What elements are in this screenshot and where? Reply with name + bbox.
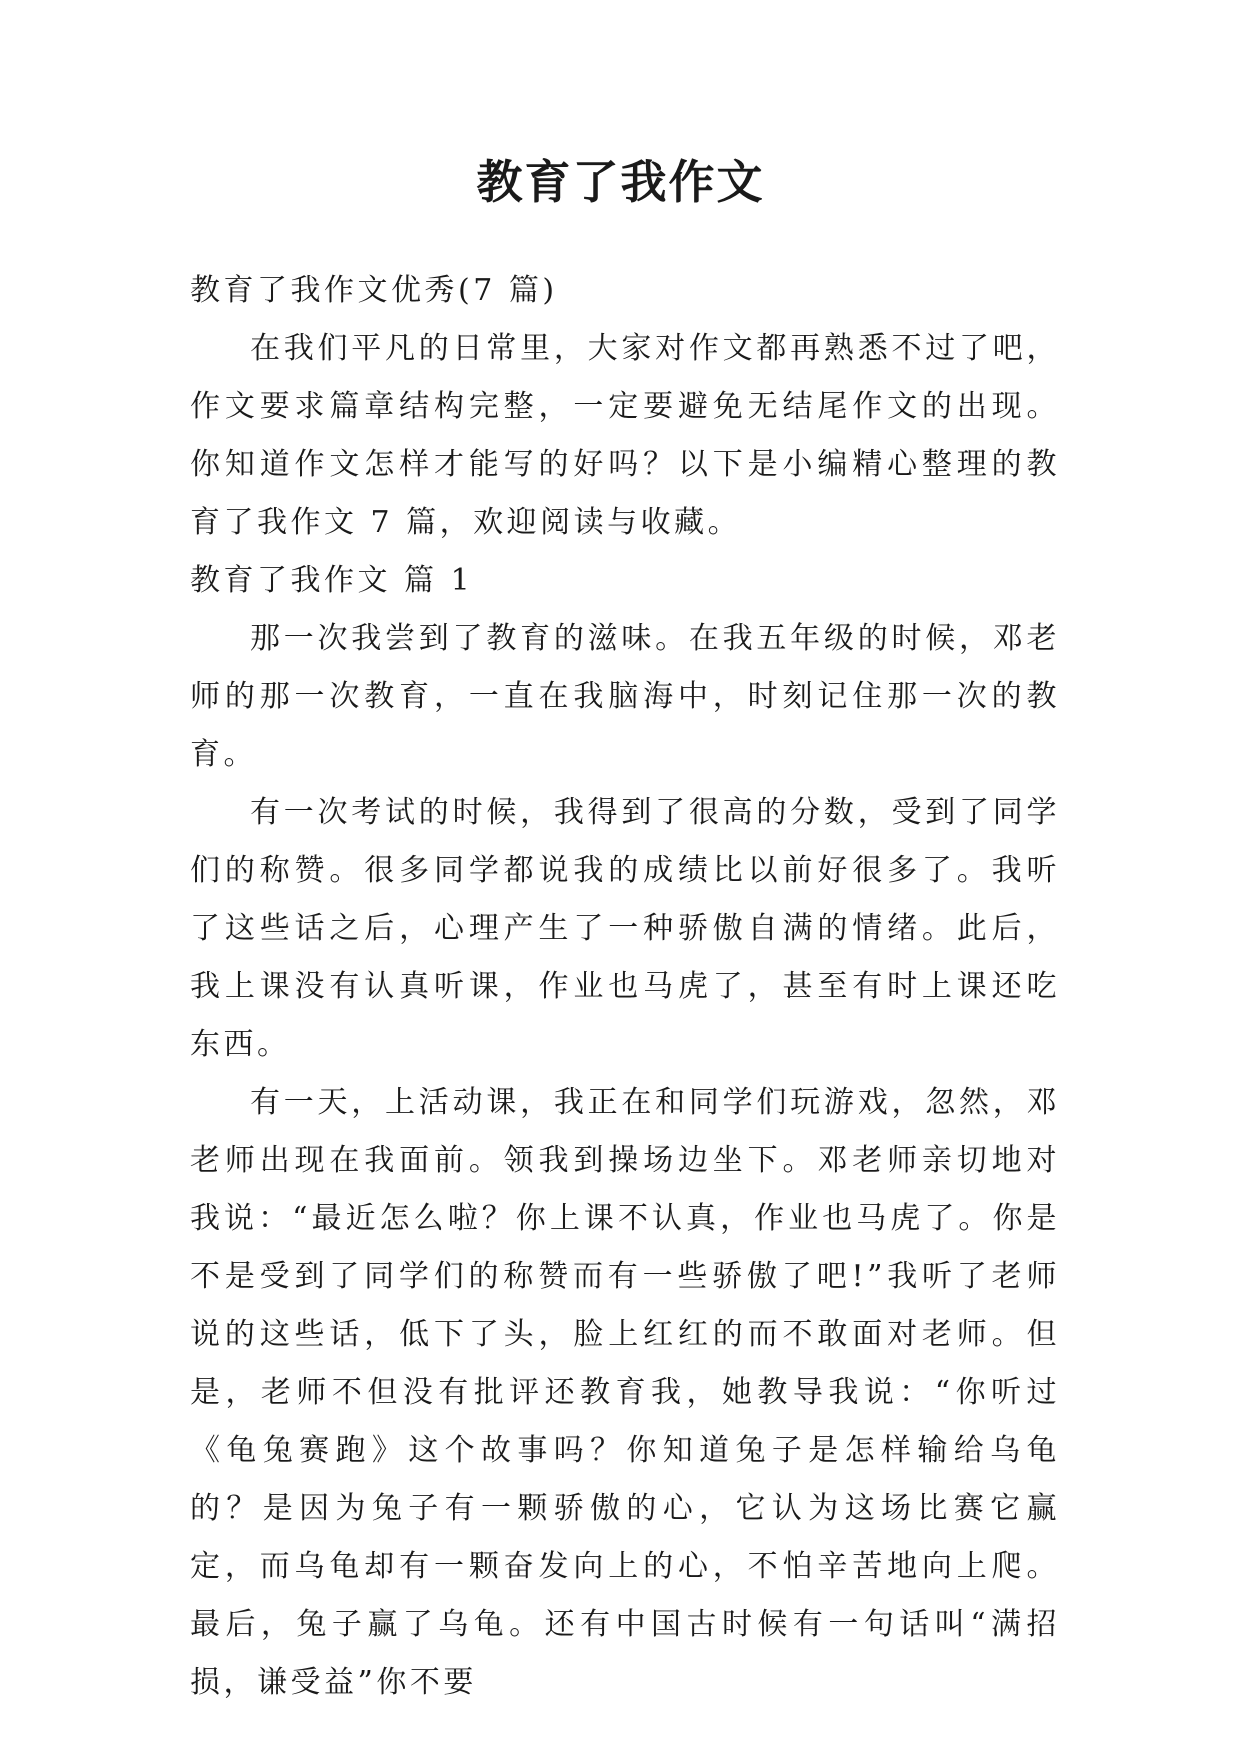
section-heading: 教育了我作文 篇 1 [190, 563, 474, 598]
body-paragraph: 有一天，上活动课，我正在和同学们玩游戏，忽然，邓老师出现在我面前。领我到操场边坐下。邓老师亲切地对我说：“最近怎么啦？你上课不认真，作业也马虎了。你是不是受到了同学们的称赞而有一些骄傲了吧!”我听了老师说的这些话，低下了头，脸上红红的而不敢面对老师。但是，老师不但没有批评还教育我，她教导我说：“你听过《龟兔赛跑》这个故事吗？你知道兔子是怎样输给乌龟的？是因为兔子有一颗骄傲的心，它认为这场比赛它赢定，而乌龟却有一颗奋发向上的心，不怕辛苦地向上爬。最后，兔子赢了乌龟。还有中国古时候有一句话叫“满招损，谦受益”你不要 [190, 1085, 1060, 1700]
document-body [190, 262, 1060, 1712]
intro-paragraph: 在我们平凡的日常里，大家对作文都再熟悉不过了吧，作文要求篇章结构完整，一定要避免无结尾作文的出现。你知道作文怎样才能写的好吗？以下是小编精心整理的教育了我作文 7 篇，欢迎阅读与收藏。 [190, 331, 1060, 540]
body-paragraph: 有一次考试的时候，我得到了很高的分数，受到了同学们的称赞。很多同学都说我的成绩比以前好很多了。我听了这些话之后，心理产生了一种骄傲自满的情绪。此后，我上课没有认真听课，作业也马虎了，甚至有时上课还吃东西。 [190, 795, 1060, 1062]
document-title: 教育了我作文 [476, 155, 765, 209]
document-subtitle: 教育了我作文优秀(7 篇) [190, 273, 558, 308]
body-paragraph: 那一次我尝到了教育的滋味。在我五年级的时候，邓老师的那一次教育，一直在我脑海中，时刻记住那一次的教育。 [190, 621, 1060, 772]
